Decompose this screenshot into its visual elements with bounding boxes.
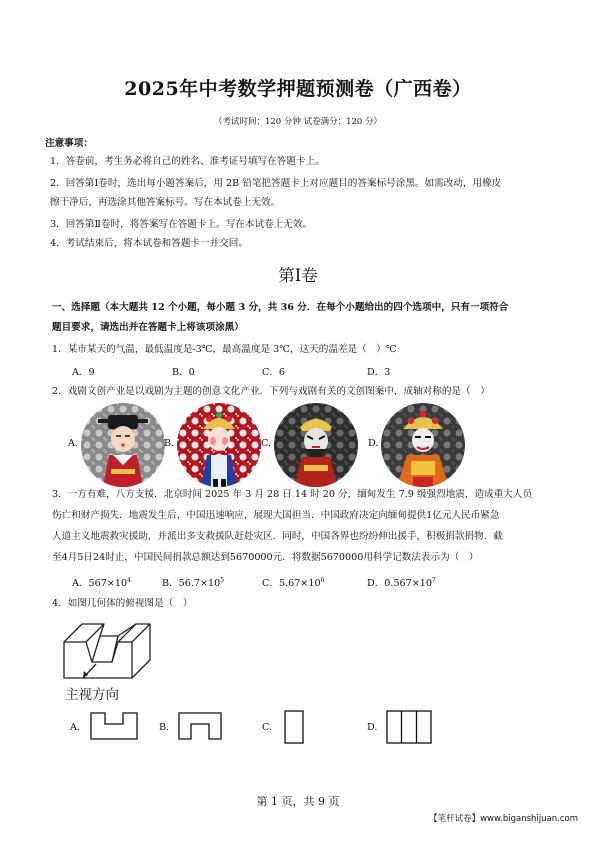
page-title: 2025年中考数学押题预测卷（广西卷） [124,78,472,100]
q4-label-c: C. [262,722,273,733]
q1-option-b: B．0 [172,367,195,378]
notice-item: 3．回答第Ⅱ卷时，将答案写在答题卡上。写在本试卷上无效。 [50,219,313,230]
q3-stem-line: 伤亡和财产损失．地震发生后，中国迅速响应，展现大国担当．中国政府决定向缅甸提供1亿元人民币紧急 [52,510,500,521]
site-watermark: 【笔杆试卷】www.biganshijuan.com [429,814,578,824]
opera-mask-disc-c [274,403,358,487]
q3-stem: 3．一方有难，八方支援．北京时间 2025 年 3 月 28 日 14 时 20 分，缅甸发生 7.9 级强烈地震，造成重大人员 [52,489,533,500]
notice-item: 1．答卷前，考生务必将自己的姓名、准考证号填写在答题卡上。 [50,156,325,167]
q1-option-a: A．9 [72,367,95,378]
exam-info: （考试时间：120 分钟 试卷满分：120 分） [213,117,383,127]
page-number: 第 1 页，共 9 页 [256,795,340,808]
q3-stem-line: 人道主义地震救灾援助，并派出多支救援队赶赴灾区．同时，中国各界也纷纷伸出援手，积极捐款捐物．截 [52,531,503,542]
q4-option-c-figure [284,710,304,744]
q4-label-b: B. [159,722,170,733]
q3-stem-line: 至4月5日24时止，中国民间捐款总额达到5670000元．将数据5670000用科学记数法表示为（ ） [52,552,479,563]
notice-item: 2．回答第Ⅰ卷时，选出每小题答案后，用 2B 铅笔把答题卡上对应题目的答案标号涂黑。如需改动，用橡皮 [50,178,502,189]
q1-stem: 1．某市某天的气温，最低温度是-3℃，最高温度是 3℃，这天的温差是（ ）℃ [52,344,397,355]
part1-heading: 一、选择题（本大题共 12 个小题，每小题 3 分，共 36 分．在每个小题给出的四个选项中，只有一项符合 [52,302,509,313]
view-direction-label: 主视方向 [65,687,119,703]
q2-label-b: B. [164,438,175,449]
q2-label-c: C. [261,438,272,449]
opera-mask-disc-d [381,403,465,487]
q4-label-a: A. [70,722,80,733]
opera-mask-disc-b [177,403,261,487]
q3-option-b: B．$56.7\times 10^5$ [162,576,225,589]
q3-option-c: C．$5.67\times 10^6$ [262,576,325,589]
q3-option-a: A．$567\times 10^4$ [72,576,131,589]
notice-item: 擦干净后，再选涂其他答案标号。写在本试卷上无效。 [50,197,281,208]
q1-option-c: C．6 [262,367,286,378]
q4-option-b-figure [178,712,222,740]
q3-option-d: D．$0.567\times 10^7$ [367,576,436,589]
q2-stem: 2．戏剧文创产业是以戏剧为主题的创意文化产业．下列与戏剧有关的文创图案中，成轴对称的是（ ） [52,386,490,397]
section-title: 第Ⅰ卷 [278,266,318,285]
q4-stem: 4．如图几何体的俯视图是（ ） [52,598,193,609]
solid-figure [52,612,152,682]
part1-heading-cont: 题目要求，请选出并在答题卡上将该项涂黑） [52,322,244,333]
opera-mask-disc-a [81,403,165,487]
q4-label-d: D. [367,722,378,733]
q1-option-d: D．3 [367,367,391,378]
q4-option-a-figure [90,712,138,740]
q4-option-d-figure [386,710,432,744]
q2-label-a: A. [68,438,78,449]
q2-label-d: D. [368,438,379,449]
notice-item: 4．考试结束后，将本试卷和答题卡一并交回。 [50,238,248,249]
notice-heading: 注意事项： [45,138,93,149]
